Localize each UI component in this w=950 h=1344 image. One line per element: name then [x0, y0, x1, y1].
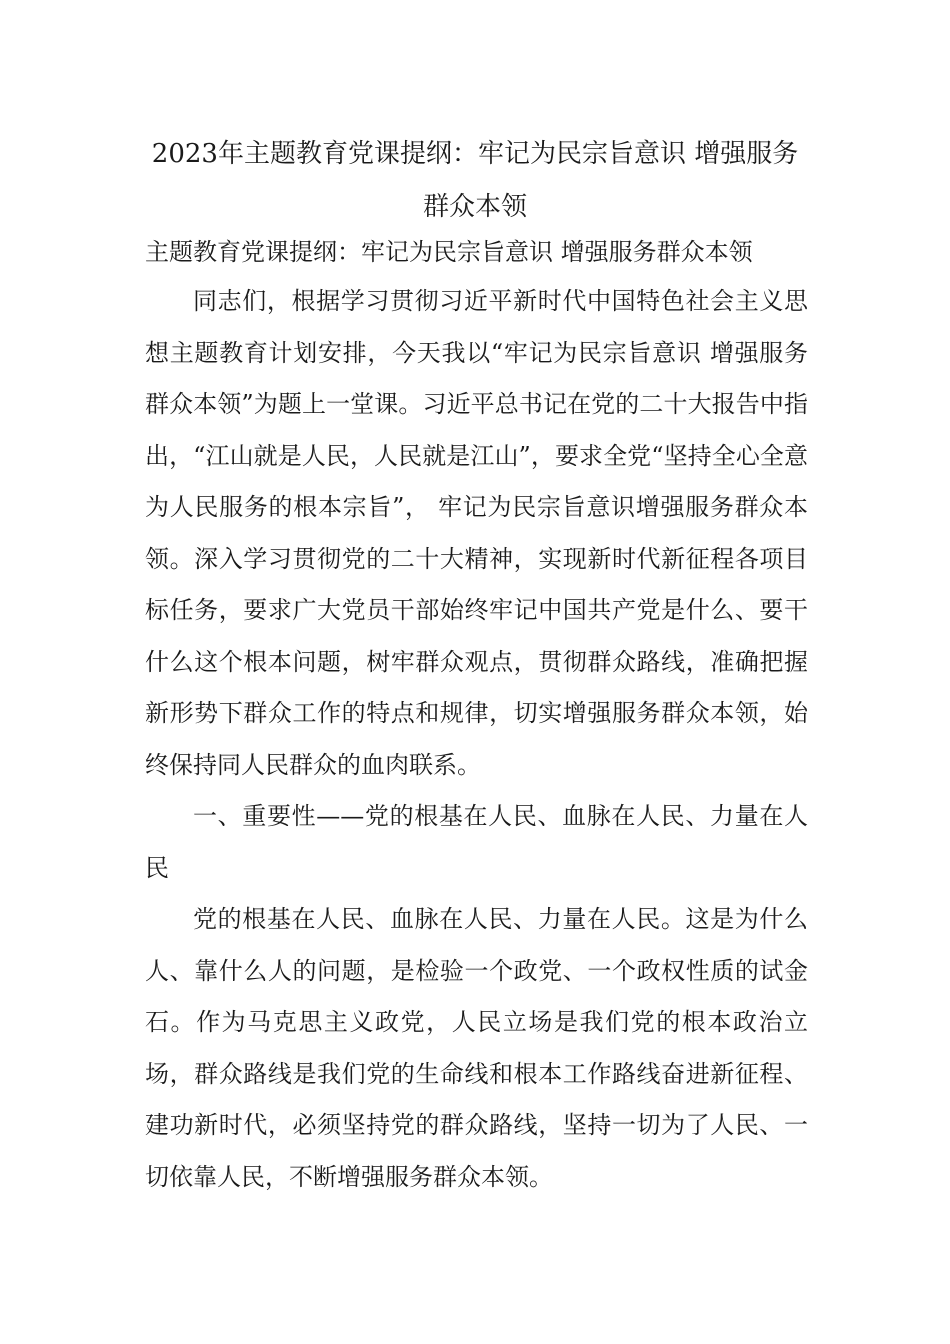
section-paragraph-1: 党的根基在人民、血脉在人民、力量在人民。这是为什么人、靠什么人的问题，是检验一个政党、一个政权性质的试金石。作为马克思主义政党，人民立场是我们党的根本政治立场，群众路线是我们党的生命线和根本工作路线奋进新征程、建功新时代，必须坚持党的群众路线，坚持一切为了人民、一切依靠人民，不断增强服务群众本领。 — [145, 905, 808, 1191]
intro-paragraph: 同志们，根据学习贯彻习近平新时代中国特色社会主义思想主题教育计划安排，今天我以“牢记为民宗旨意识 增强服务群众本领”为题上一堂课。习近平总书记在党的二十大报告中指出，“江山就是人民，人民就是江山”，要求全党“坚持全心全意为人民服务的根本宗旨”， 牢记为民宗旨意识增强服务群众本领。深入学习贯彻党的二十大精神，实现新时代新征程各项目标任务，要求广大党员干部始终牢记中国共产党是什么、要干什么这个根本问题，树牢群众观点，贯彻群众路线，准确把握新形势下群众工作的特点和规律，切实增强服务群众本领，始终保持同人民群众的血肉联系。 — [145, 287, 808, 779]
document-title: 2023年主题教育党课提纲：牢记为民宗旨意识 增强服务群众本领 — [151, 139, 799, 222]
document-subtitle: 主题教育党课提纲：牢记为民宗旨意识 增强服务群众本领 — [145, 238, 753, 266]
document-body — [145, 276, 808, 1203]
section-heading-1: 一、重要性——党的根基在人民、血脉在人民、力量在人民 — [145, 802, 808, 882]
